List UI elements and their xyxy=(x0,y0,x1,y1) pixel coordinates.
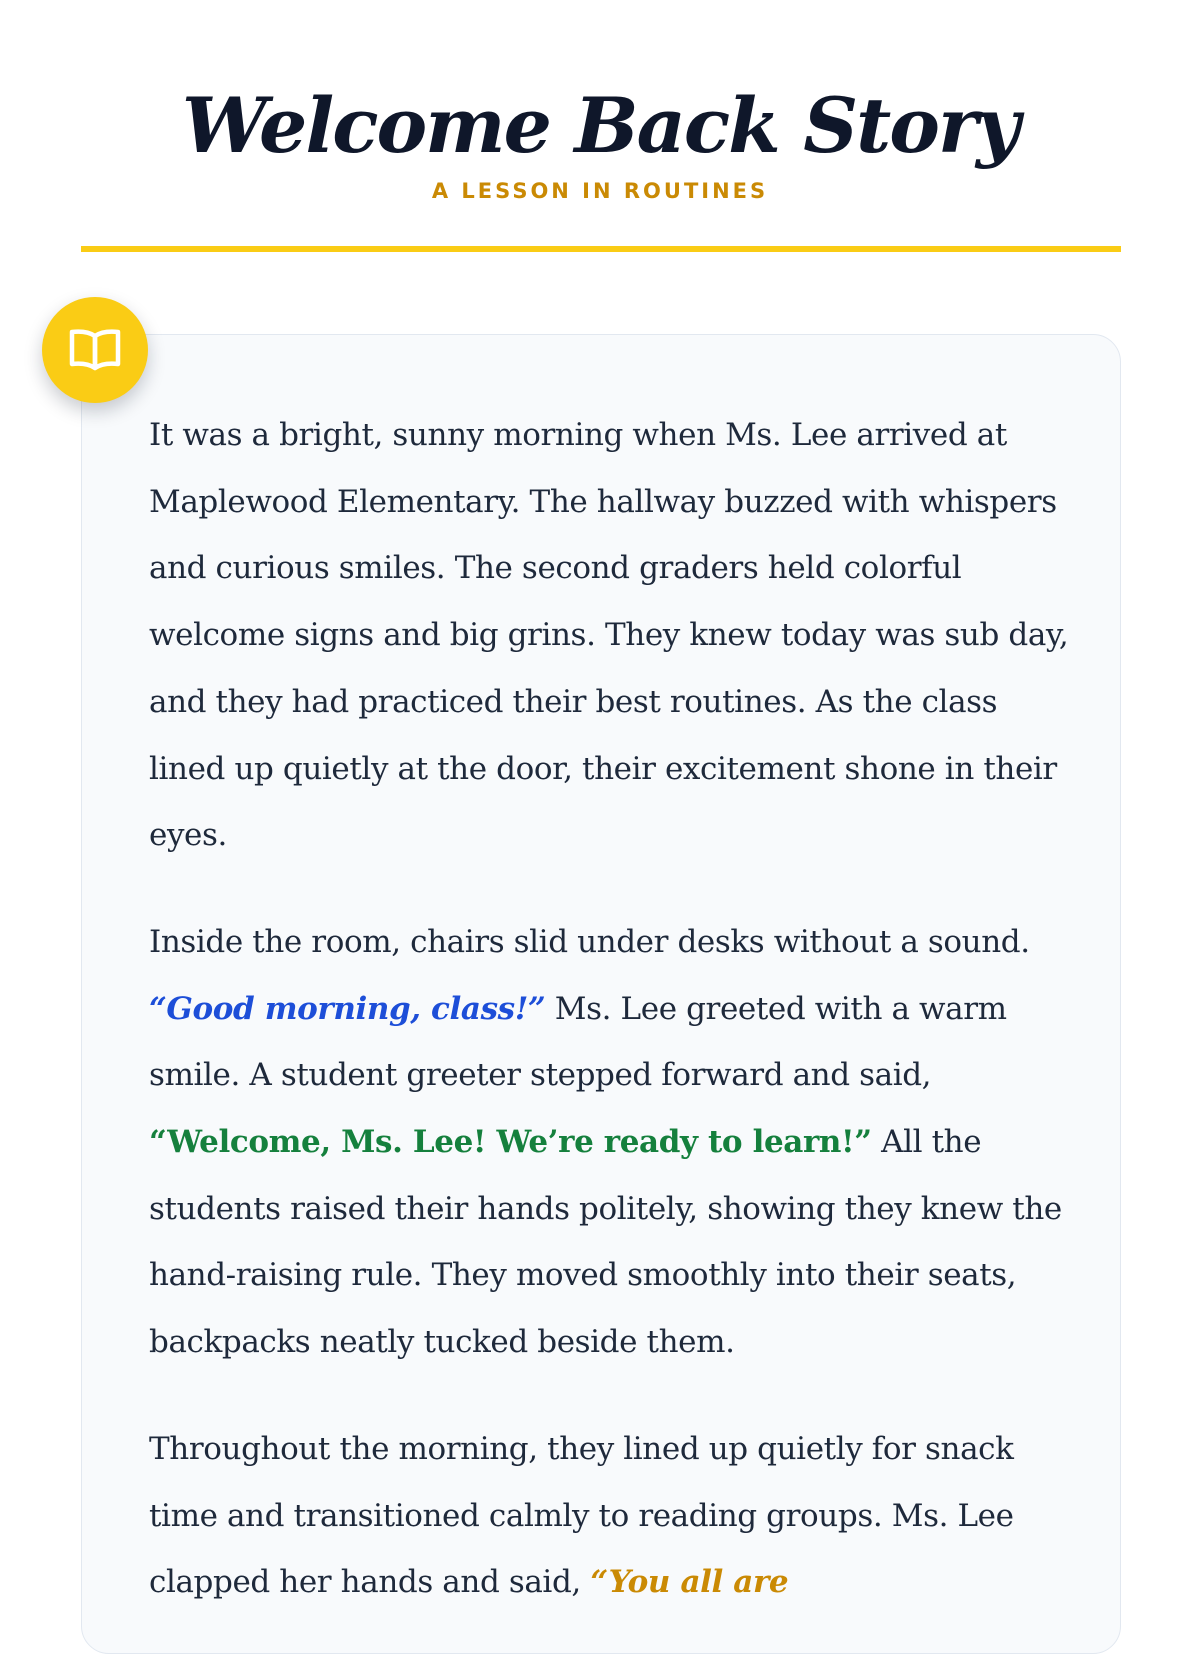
story-paragraph: It was a bright, sunny morning when Ms. Lee arrived at Maplewood Elementary. The hallway buzzed with whispers and curious smiles. The second graders held colorful welcome signs and big grins. They knew today was sub day, and they had practiced their best routines. As the class lined up quietly at the door, their excitement shone in their eyes. xyxy=(149,417,1069,854)
page-title: Welcome Back Story xyxy=(181,81,1019,170)
story-paragraph: Throughout the morning, they lined up quietly for snack time and transitioned calmly to reading groups. Ms. Lee clapped her hands and said, “You all are xyxy=(149,1430,1014,1601)
story-paragraph: Inside the room, chairs slid under desks without a sound. “Good morning, class!” Ms. Lee greeted with a warm smile. A student greeter stepped forward and said, “Welcome, Ms. Lee! We’re ready to learn!” All the students raised their hands politely, showing they knew the hand-raising rule. They moved smoothly into their seats, backpacks neatly tucked beside them. xyxy=(149,923,1062,1361)
open-book-icon xyxy=(69,328,121,372)
page-subtitle: A LESSON IN ROUTINES xyxy=(431,179,769,203)
teacher-quote: “Good morning, class!” xyxy=(149,990,546,1027)
story-badge xyxy=(42,297,148,403)
student-quote: “Welcome, Ms. Lee! We’re ready to learn!” xyxy=(149,1124,872,1161)
story-body xyxy=(149,402,1079,1656)
header-divider xyxy=(81,246,1121,252)
praise-quote: “You all are xyxy=(590,1564,789,1601)
